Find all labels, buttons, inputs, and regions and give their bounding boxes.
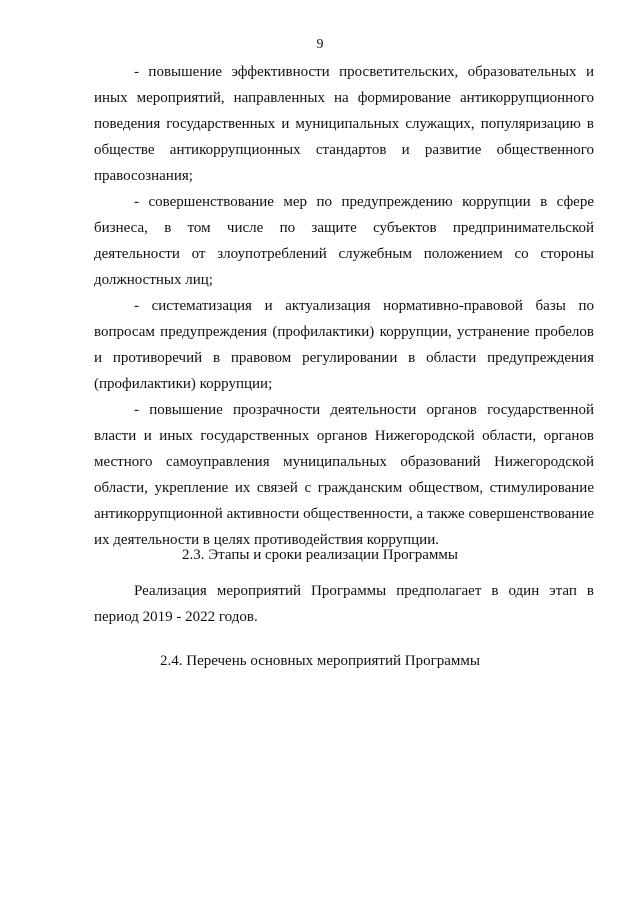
section-2-3-body [94, 578, 594, 630]
objectives-list [94, 59, 594, 553]
objective-item-2: - совершенствование мер по предупреждению коррупции в сфере бизнеса, в том числе по защите субъектов предпринимательской деятельности от злоупотреблений служебным положением со стороны должностных лиц; [94, 194, 594, 288]
section-heading-2-4: 2.4. Перечень основных мероприятий Программы [159, 653, 480, 669]
page-number: 9 [316, 37, 324, 52]
objective-item-4: - повышение прозрачности деятельности органов государственной власти и иных государственных органов Нижегородской области, органов местного самоуправления муниципальных образований Нижегородской области, укрепление их связей с гражданским обществом, стимулирование антикоррупционной активности общественности, а также совершенствование их деятельности в целях противодействия коррупции. [94, 402, 594, 548]
objective-item-3: - систематизация и актуализация нормативно-правовой базы по вопросам предупреждения (профилактики) коррупции, устранение пробелов и противоречий в правовом регулировании в области предупреждения (профилактики) коррупции; [94, 298, 594, 392]
implementation-paragraph: Реализация мероприятий Программы предполагает в один этап в период 2019 - 2022 годов. [94, 583, 594, 625]
section-heading-2-3: 2.3. Этапы и сроки реализации Программы [182, 547, 458, 563]
objective-item-1: - повышение эффективности просветительских, образовательных и иных мероприятий, направленных на формирование антикоррупционного поведения государственных и муниципальных служащих, популяризацию в обществе антикоррупционных стандартов и развитие общественного правосознания; [94, 64, 594, 184]
